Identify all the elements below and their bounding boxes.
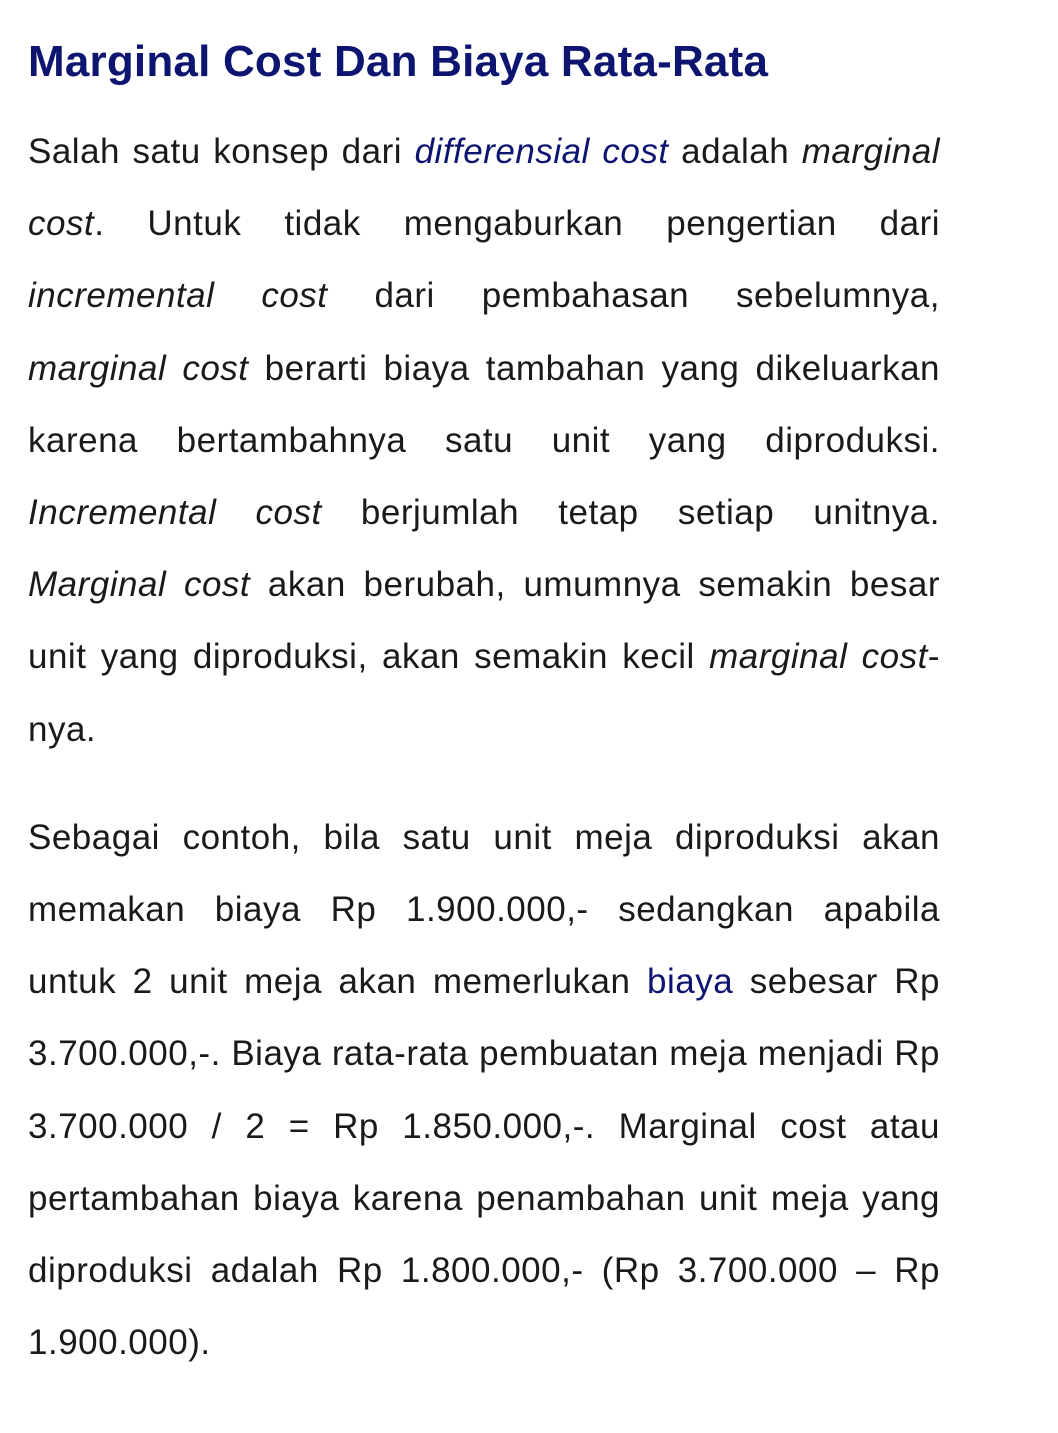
- article-title: Marginal Cost Dan Biaya Rata-Rata: [28, 37, 769, 86]
- article: [28, 30, 940, 1379]
- italic-term: incremental cost: [28, 276, 328, 316]
- paragraph-text: adalah: [668, 132, 802, 171]
- italic-term: marginal cost: [28, 132, 941, 244]
- italic-term: Marginal cost: [28, 565, 251, 605]
- paragraph-text: dari pembahasan sebelumnya,: [327, 276, 940, 316]
- paragraph-text: -nya.: [28, 637, 940, 749]
- italic-term: Incremental cost: [28, 493, 322, 533]
- link-biaya[interactable]: biaya: [647, 962, 734, 1002]
- paragraph-marginal-cost-definition: [28, 116, 940, 766]
- paragraph-text: sebesar Rp 3.700.000,-. Biaya rata-rata pembuatan meja menjadi Rp 3.700.000 / 2 = Rp 1.850.000,-. Marginal cost atau pertambahan biaya karena penambahan unit meja yang diproduksi adalah Rp 1.800.000,- (Rp 3.700.000 – Rp 1.900.000).: [28, 962, 940, 1363]
- link-differensial-cost[interactable]: differensial cost: [414, 132, 669, 171]
- paragraph-example-meja: [28, 802, 940, 1380]
- paragraph-text: Sebagai contoh, bila satu unit meja diproduksi akan memakan biaya Rp 1.900.000,- sedangkan apabila untuk 2 unit meja akan memerlukan: [28, 817, 940, 1002]
- italic-term: marginal cost: [709, 637, 928, 677]
- italic-term: marginal cost: [28, 348, 249, 388]
- paragraph-text: . Untuk tidak mengaburkan pengertian dari: [94, 204, 940, 244]
- paragraph-text: akan berubah, umumnya semakin besar unit yang diproduksi, akan semakin kecil: [28, 565, 940, 677]
- paragraph-text: berjumlah tetap setiap unitnya.: [321, 493, 940, 533]
- paragraph-text: Salah satu konsep dari: [28, 132, 415, 171]
- paragraph-text: berarti biaya tambahan yang dikeluarkan karena bertambahnya satu unit yang diproduksi.: [28, 348, 940, 460]
